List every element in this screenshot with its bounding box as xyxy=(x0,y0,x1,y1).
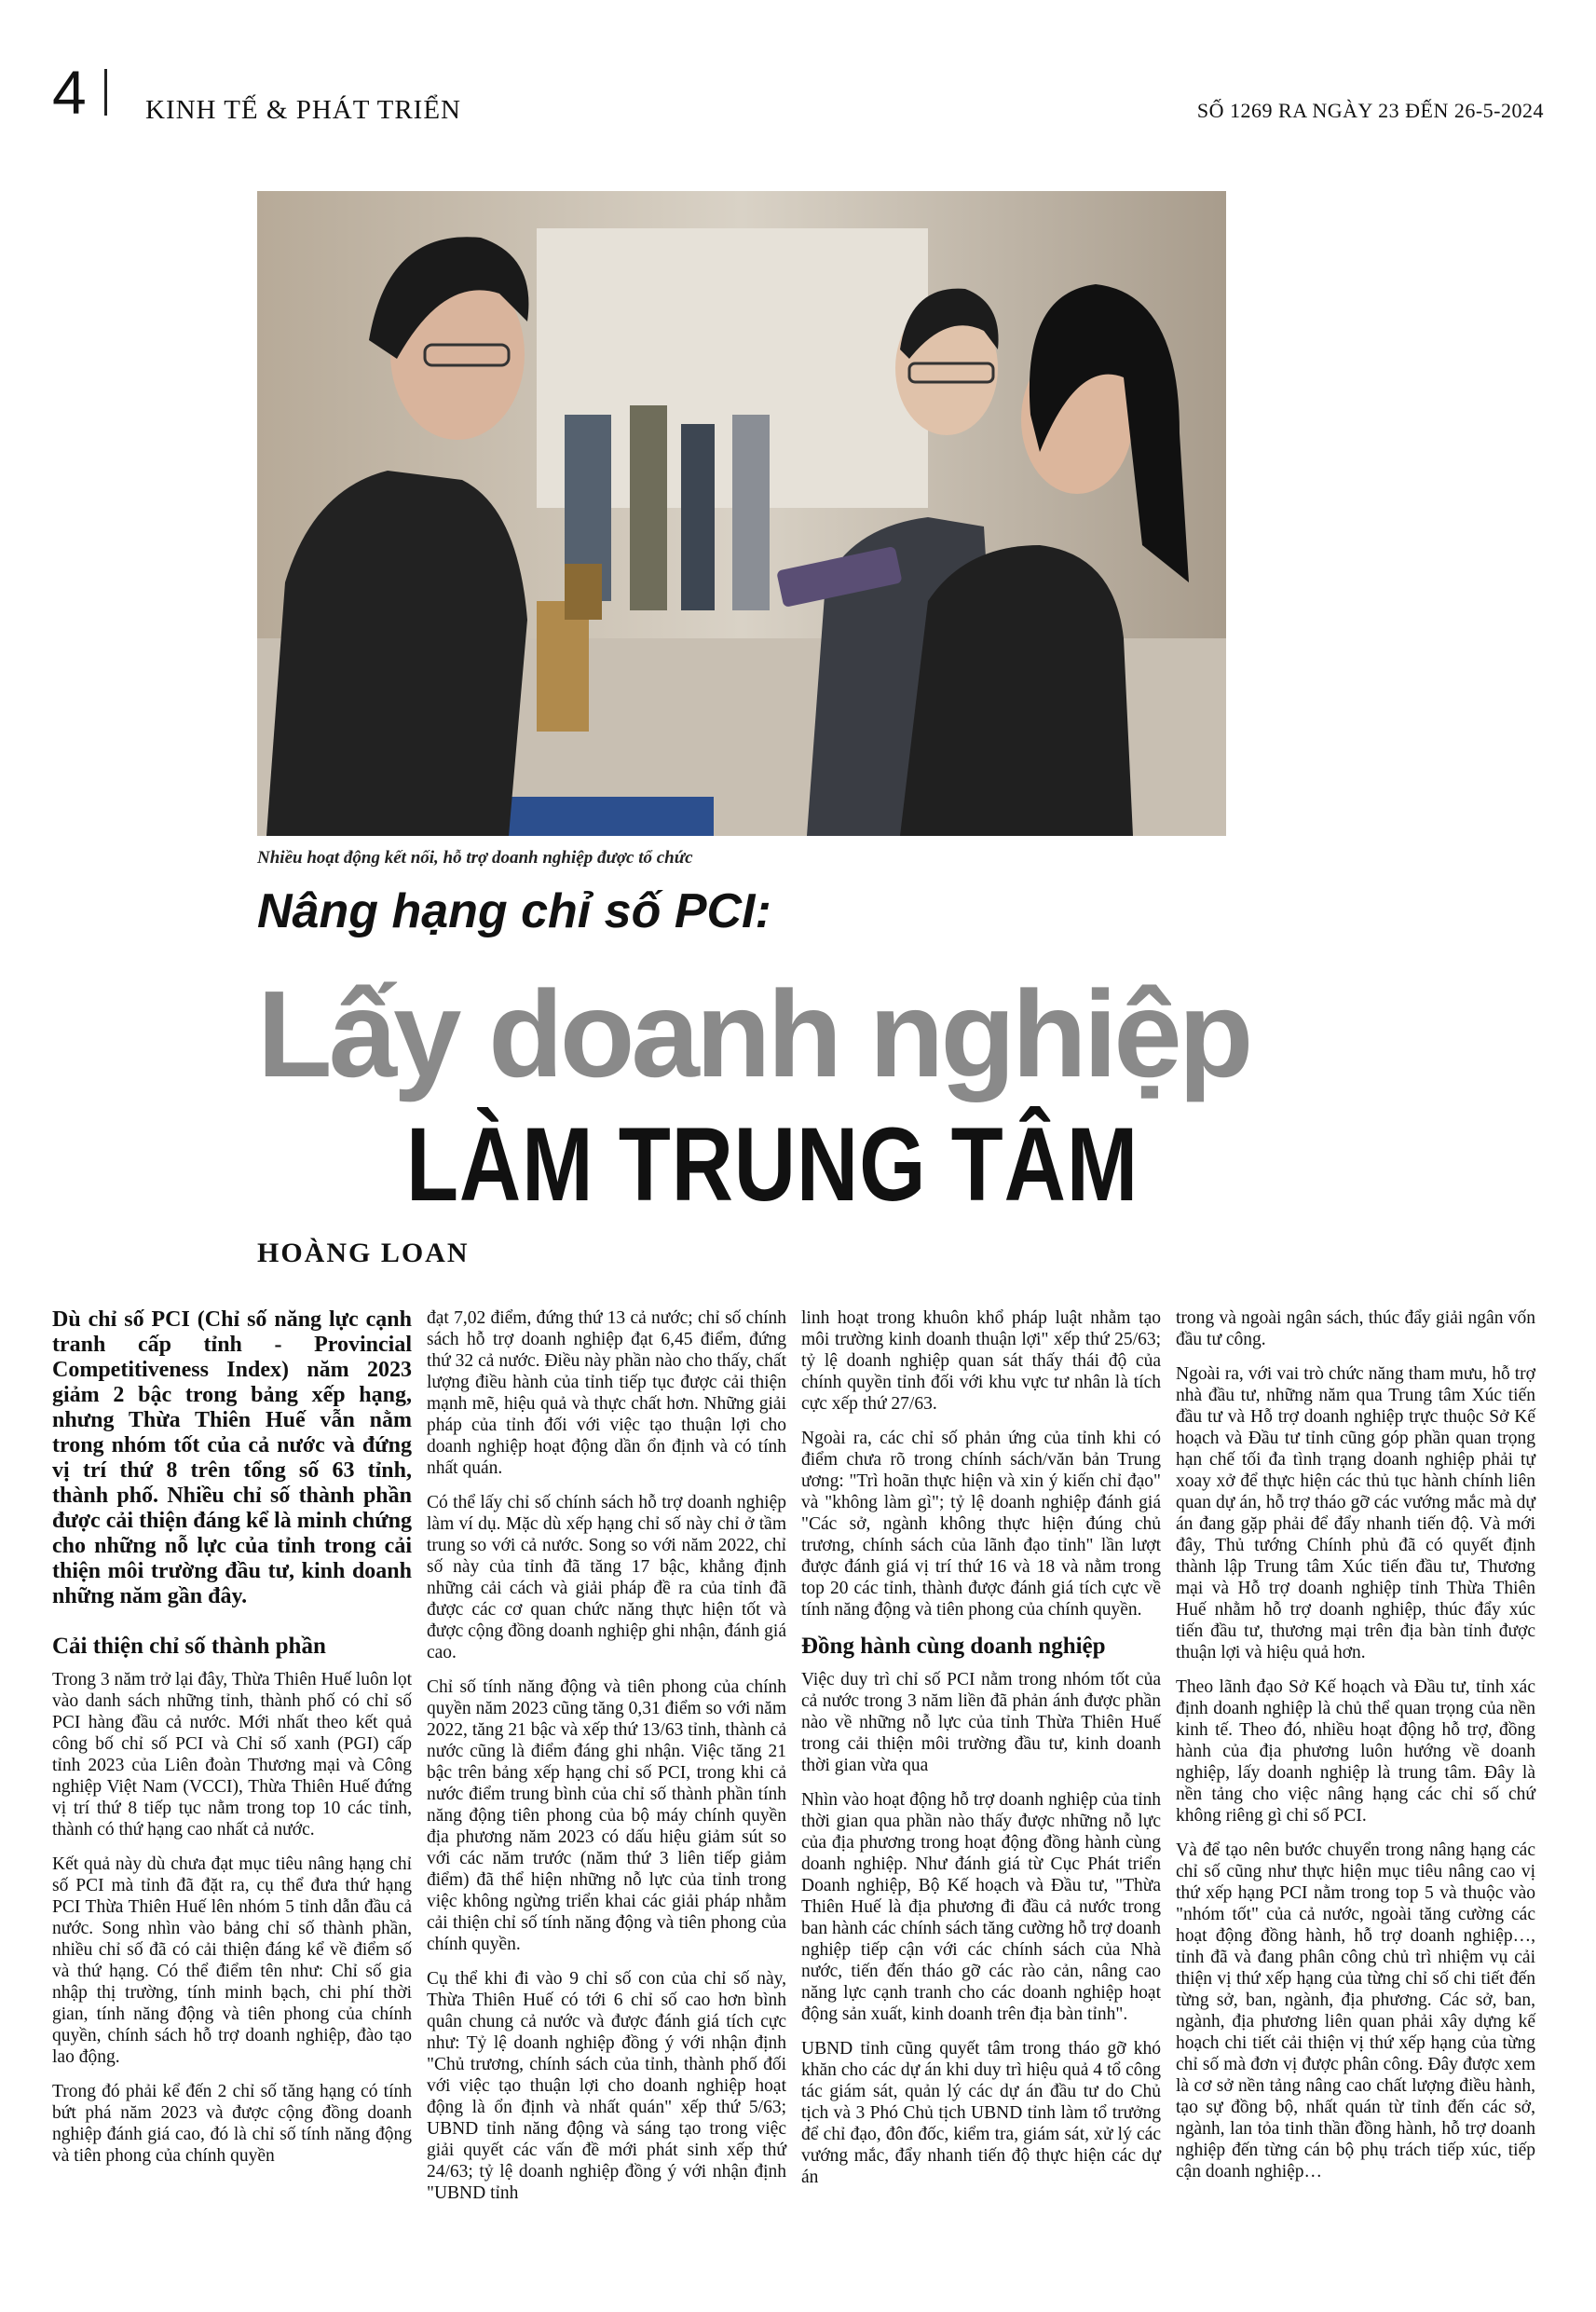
paragraph: linh hoạt trong khuôn khổ pháp luật nhằm tạo môi trường kinh doanh thuận lợi" xếp thứ 25/63; tỷ lệ doanh nghiệp quan sát thấy thái độ của chính quyền tỉnh đối với khu vực tư nhân là tích cực xếp thứ 27/63. xyxy=(801,1308,1161,1414)
article-column-1 xyxy=(52,1307,412,2180)
subheading: Cải thiện chỉ số thành phần xyxy=(52,1634,326,1659)
article-author: HOÀNG LOAN xyxy=(257,1238,470,1268)
paragraph: Trong 3 năm trở lại đây, Thừa Thiên Huế luôn lọt vào danh sách những tỉnh, thành phố có chỉ số PCI hàng đầu cả nước. Mới nhất theo kết quả công bố chỉ số PCI và Chỉ số xanh (PGI) cấp tỉnh 2023 của Liên đoàn Thương mại và Công nghiệp Việt Nam (VCCI), Thừa Thiên Huế đứng vị trí thứ 8 tiếp tục nằm trong top 10 các tỉnh, thành có thứ hạng cao nhất cả nước. xyxy=(52,1670,412,1840)
photo-caption: Nhiều hoạt động kết nối, hỗ trợ doanh nghiệp được tổ chức xyxy=(257,848,693,868)
article-column-2 xyxy=(427,1307,786,2217)
paragraph: Có thể lấy chỉ số chính sách hỗ trợ doanh nghiệp làm ví dụ. Mặc dù xếp hạng chỉ số này chỉ ở tầm trung so với cả nước. Song so với năm 2022, chỉ số này của tỉnh đã tăng 17 bậc, khẳng định những cải cách và giải pháp đề ra của tỉnh đã được các cơ quan chức năng thực hiện tốt và được cộng đồng doanh nghiệp ghi nhận, đánh giá cao. xyxy=(427,1493,786,1662)
paragraph: đạt 7,02 điểm, đứng thứ 13 cả nước; chỉ số chính sách hỗ trợ doanh nghiệp đạt 6,45 điểm, đứng thứ 32 cả nước. Điều này phần nào cho thấy, chất lượng điều hành của tỉnh tiếp tục được cải thiện mạnh mẽ, hiệu quả và thực chất hơn. Những giải pháp của tỉnh đối với việc tạo thuận lợi cho doanh nghiệp hoạt động dần ổn định và có tính nhất quán. xyxy=(427,1308,786,1478)
paragraph: Cụ thể khi đi vào 9 chỉ số con của chỉ số này, Thừa Thiên Huế có tới 6 chỉ số cao hơn bình quân chung cả nước và được đánh giá tích cực như: Tỷ lệ doanh nghiệp đồng ý với nhận định "Chủ trương, chính sách của tỉnh, thành phố đối với việc tạo thuận lợi cho doanh nghiệp hoạt động là ổn định và nhất quán" xếp thứ 5/63; UBND tỉnh năng động và sáng tạo trong việc giải quyết các vấn đề mới phát sinh xếp thứ 24/63; tỷ lệ doanh nghiệp đồng ý với nhận định "UBND tỉnh xyxy=(427,1969,786,2203)
article-column-3 xyxy=(801,1307,1161,2201)
paragraph: Ngoài ra, với vai trò chức năng tham mưu, hỗ trợ nhà đầu tư, những năm qua Trung tâm Xúc tiến đầu tư và Hỗ trợ doanh nghiệp trực thuộc Sở Kế hoạch và Đầu tư tỉnh cũng góp phần quan trọng hạn chế tối đa tình trạng doanh nghiệp phải tự xoay xở để thực hiện các thủ tục hành chính liên quan dự án, hỗ trợ tháo gỡ các vướng mắc mà dự án đang gặp phải để đẩy nhanh tiến độ. Và mới đây, Thủ tướng Chính phủ đã có quyết định thành lập Trung tâm Xúc tiến đầu tư, Thương mại và Hỗ trợ doanh nghiệp tỉnh Thừa Thiên Huế nhằm hỗ trợ doanh nghiệp, thúc đẩy xúc tiến đầu tư, thương mại trên địa bàn tỉnh được thuận lợi và hiệu quả hơn. xyxy=(1176,1364,1535,1662)
paragraph: Kết quả này dù chưa đạt mục tiêu nâng hạng chỉ số PCI mà tỉnh đã đặt ra, cụ thể đưa thứ hạng PCI Thừa Thiên Huế lên nhóm 5 tỉnh dẫn đầu cả nước. Song nhìn vào bảng chỉ số thành phần, nhiều chỉ số đã có cải thiện đáng kể về điểm số và thứ hạng. Có thể điểm tên như: Chỉ số gia nhập thị trường, tính minh bạch, chi phí thời gian, tính năng động và tiên phong của chính quyền, chính sách hỗ trợ doanh nghiệp, đào tạo lao động. xyxy=(52,1854,412,2067)
page-number: 4 xyxy=(52,58,87,127)
paragraph: Theo lãnh đạo Sở Kế hoạch và Đầu tư, tỉnh xác định doanh nghiệp là chủ thể quan trọng của nền kinh tế. Theo đó, nhiều hoạt động hỗ trợ, đồng hành của địa phương luôn hướng về doanh nghiệp, lấy doanh nghiệp là trung tâm. Đây là nền tảng cho việc nâng hạng các chỉ số chứ không riêng gì chỉ số PCI. xyxy=(1176,1677,1535,1826)
issue-info: SỐ 1269 RA NGÀY 23 ĐẾN 26-5-2024 xyxy=(1196,99,1544,122)
paragraph: Trong đó phải kể đến 2 chỉ số tăng hạng có tính bứt phá năm 2023 và được cộng đồng doanh nghiệp đánh giá cao, đó là chỉ số tính năng động và tiên phong của chính quyền xyxy=(52,2082,412,2166)
article-photo xyxy=(257,191,1226,836)
header-divider xyxy=(104,69,107,116)
subheading: Đồng hành cùng doanh nghiệp xyxy=(801,1634,1106,1659)
page-header xyxy=(52,58,1544,129)
paragraph: UBND tỉnh cũng quyết tâm trong tháo gỡ khó khăn cho các dự án khi duy trì hiệu quả 4 tổ công tác giám sát, quản lý các dự án đầu tư do Chủ tịch và 3 Phó Chủ tịch UBND tỉnh làm tổ trưởng để chỉ đạo, đôn đốc, kiểm tra, giám sát, xử lý các vướng mắc, đẩy nhanh tiến độ thực hiện các dự án xyxy=(801,2039,1161,2187)
article-title-line1: Lấy doanh nghiệp xyxy=(257,965,1250,1102)
article-kicker: Nâng hạng chỉ số PCI: xyxy=(257,884,771,938)
paragraph: Nhìn vào hoạt động hỗ trợ doanh nghiệp của tỉnh thời gian qua phần nào thấy được những nỗ lực của địa phương trong hoạt động đồng hành cùng doanh nghiệp. Như đánh giá từ Cục Phát triển Doanh nghiệp, Bộ Kế hoạch và Đầu tư, "Thừa Thiên Huế là địa phương đi đầu cả nước trong ban hành các chính sách tăng cường hỗ trợ doanh nghiệp tiếp cận với các chính sách của Nhà nước, tiến đến tháo gỡ các rào cản, nâng cao năng lực cạnh tranh cho các doanh nghiệp hoạt động sản xuất, kinh doanh trên địa bàn tỉnh". xyxy=(801,1790,1161,2024)
paragraph: Chỉ số tính năng động và tiên phong của chính quyền năm 2023 cũng tăng 0,31 điểm so với năm 2022, tăng 21 bậc và xếp thứ 13/63 tỉnh, thành cả nước cũng là điểm đáng ghi nhận. Việc tăng 21 bậc trên bảng xếp hạng chỉ số PCI, trong khi cả nước điểm trung bình của chỉ số thành phần tính năng động tiên phong của bộ máy chính quyền địa phương năm 2023 có dấu hiệu giảm sút so với các năm trước (năm thứ 3 liên tiếp giảm điểm) đã thể hiện những nỗ lực của tỉnh trong việc không ngừng triển khai các giải pháp nhằm cải thiện chỉ số tính năng động và tiên phong của chính quyền. xyxy=(427,1677,786,1954)
section-name: KINH TẾ & PHÁT TRIỂN xyxy=(145,95,461,125)
paragraph: Ngoài ra, các chỉ số phản ứng của tỉnh khi có điểm chưa rõ trong chính sách/văn bản Trung ương: "Trì hoãn thực hiện và xin ý kiến chỉ đạo" và "không làm gì"; tỷ lệ doanh nghiệp đánh giá "Các sở, ngành không thực hiện đúng chủ trương, chính sách của lãnh đạo tỉnh" lần lượt được đánh giá vị trí thứ 16 và 18 và nằm trong top 20 các tỉnh, thành được đánh giá tích cực về tính năng động và tiên phong của chính quyền. xyxy=(801,1429,1161,1620)
paragraph: trong và ngoài ngân sách, thúc đẩy giải ngân vốn đầu tư công. xyxy=(1176,1308,1535,1349)
paragraph: Việc duy trì chỉ số PCI nằm trong nhóm tốt của cả nước trong 3 năm liền đã phản ánh được phần nào về những nỗ lực của tỉnh Thừa Thiên Huế trong cải thiện môi trường đầu tư, kinh doanh thời gian vừa qua xyxy=(801,1670,1161,1775)
photo-illustration xyxy=(257,191,1226,836)
article-title-line2: LÀM TRUNG TÂM xyxy=(406,1106,1139,1223)
paragraph: Và để tạo nên bước chuyển trong nâng hạng các chỉ số cũng như thực hiện mục tiêu nâng cao vị thứ xếp hạng PCI nằm trong top 5 và thuộc vào "nhóm tốt" của cả nước, ngoài tăng cường các hoạt động đồng hành, hỗ trợ doanh nghiệp…, tỉnh đã và đang phân công chủ trì nhiệm vụ cải thiện vị thứ xếp hạng của từng chỉ số chi tiết đến từng sở, ban, ngành, địa phương. Các sở, ban, ngành, địa phương liên quan phải xây dựng kế hoạch chi tiết cải thiện vị thứ xếp hạng của từng chỉ số mà đơn vị được phân công. Đây được xem là cơ sở nền tảng nâng cao chất lượng điều hành, tạo sự đồng bộ, nhất quán từ tỉnh đến các sở, ngành, lan tỏa tinh thần đồng hành, hỗ trợ doanh nghiệp đến từng cán bộ phụ trách tiếp xúc, tiếp cận doanh nghiệp… xyxy=(1176,1840,1535,2182)
article-lead: Dù chỉ số PCI (Chỉ số năng lực cạnh tranh cấp tỉnh - Provincial Competitiveness Index) năm 2023 giảm 2 bậc trong bảng xếp hạng, nhưng Thừa Thiên Huế vẫn nằm trong nhóm tốt của cả nước và đứng vị trí thứ 8 trên tổng số 63 tỉnh, thành phố. Nhiều chỉ số thành phần được cải thiện đáng kể là minh chứng cho những nỗ lực của tỉnh trong cải thiện môi trường đầu tư, kinh doanh những năm gần đây. xyxy=(52,1307,412,1608)
article-column-4 xyxy=(1176,1307,1535,2196)
